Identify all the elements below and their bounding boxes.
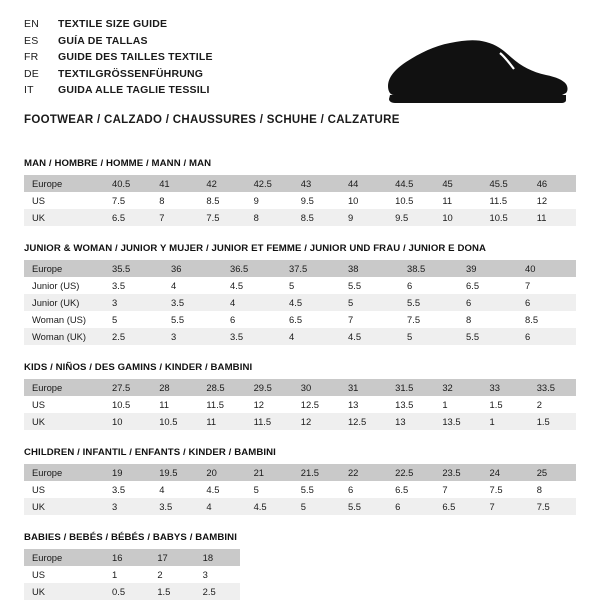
language-row: [24, 49, 213, 66]
size-cell: 10.5: [387, 192, 434, 209]
size-cell: 46: [529, 175, 576, 192]
size-cell: 43: [293, 175, 340, 192]
language-row: [24, 33, 213, 50]
size-cell: 4: [281, 328, 340, 345]
size-cell: 40: [517, 260, 576, 277]
size-cell: 25: [529, 464, 576, 481]
size-cell: 5.5: [340, 498, 387, 515]
size-cell: 23.5: [434, 464, 481, 481]
size-cell: 10.5: [482, 209, 529, 226]
size-table: [24, 260, 576, 345]
table-row: [24, 192, 576, 209]
table-row: [24, 277, 576, 294]
size-cell: 4.5: [222, 277, 281, 294]
size-cell: 7: [482, 498, 529, 515]
size-cell: 7.5: [529, 498, 576, 515]
table-row: [24, 498, 576, 515]
size-cell: 3: [104, 498, 151, 515]
section-title: CHILDREN / INFANTIL / ENFANTS / KINDER / BAMBINI: [24, 447, 276, 458]
size-cell: 5.5: [163, 311, 222, 328]
size-cell: 7: [517, 277, 576, 294]
size-cell: 44.5: [387, 175, 434, 192]
row-label: Europe: [24, 260, 104, 277]
size-cell: 2.5: [195, 583, 240, 600]
size-cell: 6: [222, 311, 281, 328]
size-cell: 10: [104, 413, 151, 430]
size-cell: 38: [340, 260, 399, 277]
language-code: ES: [24, 34, 39, 47]
size-cell: 11.5: [246, 413, 293, 430]
size-cell: 4: [222, 294, 281, 311]
size-cell: 7.5: [482, 481, 529, 498]
table-row: [24, 481, 576, 498]
row-label: Europe: [24, 464, 104, 481]
row-label: US: [24, 566, 104, 583]
size-cell: 9: [246, 192, 293, 209]
size-table: [24, 175, 576, 226]
language-row: [24, 66, 213, 83]
section-title: JUNIOR & WOMAN / JUNIOR Y MUJER / JUNIOR ET FEMME / JUNIOR UND FRAU / JUNIOR E DONA: [24, 243, 487, 254]
language-guide-title: TEXTILE SIZE GUIDE: [58, 18, 168, 30]
size-cell: 1.5: [482, 396, 529, 413]
size-cell: 19: [104, 464, 151, 481]
size-cell: 9.5: [293, 192, 340, 209]
size-cell: 3: [104, 294, 163, 311]
table-row: [24, 549, 240, 566]
size-cell: 6.5: [434, 498, 481, 515]
size-cell: 4: [198, 498, 245, 515]
table-row: [24, 379, 576, 396]
size-cell: 22: [340, 464, 387, 481]
size-cell: 5.5: [458, 328, 517, 345]
size-cell: 11.5: [482, 192, 529, 209]
section-title: MAN / HOMBRE / HOMME / MANN / MAN: [24, 158, 212, 169]
size-cell: 41: [151, 175, 198, 192]
size-cell: 13: [340, 396, 387, 413]
size-cell: 4.5: [246, 498, 293, 515]
size-cell: 5: [246, 481, 293, 498]
table-row: [24, 260, 576, 277]
size-cell: 6: [340, 481, 387, 498]
size-cell: 10.5: [151, 413, 198, 430]
language-guide-title: GUÍA DE TALLAS: [58, 34, 148, 47]
size-cell: 30: [293, 379, 340, 396]
size-cell: 3.5: [222, 328, 281, 345]
row-label: Woman (UK): [24, 328, 104, 345]
table-row: [24, 328, 576, 345]
size-cell: 12: [246, 396, 293, 413]
row-label: Junior (UK): [24, 294, 104, 311]
size-cell: 8: [151, 192, 198, 209]
size-table: [24, 549, 240, 600]
size-cell: 2: [149, 566, 194, 583]
size-cell: 7.5: [399, 311, 458, 328]
size-cell: 42: [198, 175, 245, 192]
size-cell: 45.5: [482, 175, 529, 192]
size-cell: 37.5: [281, 260, 340, 277]
size-cell: 5: [281, 277, 340, 294]
size-cell: 4.5: [198, 481, 245, 498]
size-cell: 8.5: [517, 311, 576, 328]
size-cell: 40.5: [104, 175, 151, 192]
size-cell: 6.5: [104, 209, 151, 226]
size-cell: 5: [399, 328, 458, 345]
section-title: KIDS / NIÑOS / DES GAMINS / KINDER / BAMBINI: [24, 362, 253, 373]
row-label: US: [24, 396, 104, 413]
size-cell: 27.5: [104, 379, 151, 396]
size-cell: 29.5: [246, 379, 293, 396]
size-cell: 7: [151, 209, 198, 226]
size-cell: 4: [163, 277, 222, 294]
size-cell: 1.5: [529, 413, 576, 430]
row-label: US: [24, 192, 104, 209]
language-row: [24, 16, 213, 33]
language-code: FR: [24, 51, 39, 63]
size-cell: 2: [529, 396, 576, 413]
language-code: DE: [24, 67, 39, 80]
row-label: UK: [24, 498, 104, 515]
size-cell: 44: [340, 175, 387, 192]
size-cell: 8.5: [293, 209, 340, 226]
size-cell: 31: [340, 379, 387, 396]
size-cell: 12.5: [340, 413, 387, 430]
language-guide-title: GUIDE DES TAILLES TEXTILE: [58, 51, 213, 63]
size-cell: 45: [434, 175, 481, 192]
row-label: UK: [24, 413, 104, 430]
size-section-junior-woman: [24, 243, 576, 345]
table-row: [24, 311, 576, 328]
size-section-man: [24, 158, 576, 226]
size-cell: 3.5: [163, 294, 222, 311]
language-code: EN: [24, 18, 39, 30]
size-section-children: [24, 447, 576, 515]
language-guide-title: GUIDA ALLE TAGLIE TESSILI: [58, 84, 210, 96]
size-cell: 5.5: [340, 277, 399, 294]
size-cell: 6: [458, 294, 517, 311]
size-cell: 22.5: [387, 464, 434, 481]
size-cell: 10: [434, 209, 481, 226]
size-cell: 36: [163, 260, 222, 277]
size-cell: 4.5: [340, 328, 399, 345]
size-cell: 12: [293, 413, 340, 430]
size-cell: 9.5: [387, 209, 434, 226]
size-cell: 31.5: [387, 379, 434, 396]
size-table: [24, 464, 576, 515]
size-cell: 8: [529, 481, 576, 498]
table-row: [24, 175, 576, 192]
size-cell: 7: [434, 481, 481, 498]
document-header: [24, 16, 576, 108]
size-cell: 13.5: [387, 396, 434, 413]
size-cell: 11: [529, 209, 576, 226]
size-cell: 32: [434, 379, 481, 396]
table-row: [24, 396, 576, 413]
size-section-kids: [24, 362, 576, 430]
size-cell: 6.5: [387, 481, 434, 498]
size-cell: 7.5: [104, 192, 151, 209]
size-cell: 33: [482, 379, 529, 396]
size-cell: 1.5: [149, 583, 194, 600]
size-cell: 28.5: [198, 379, 245, 396]
size-cell: 42.5: [246, 175, 293, 192]
size-cell: 6: [517, 294, 576, 311]
size-cell: 7.5: [198, 209, 245, 226]
dress-shoe-icon: [380, 34, 570, 106]
size-cell: 6.5: [281, 311, 340, 328]
table-row: [24, 464, 576, 481]
row-label: US: [24, 481, 104, 498]
size-cell: 5.5: [399, 294, 458, 311]
table-row: [24, 413, 576, 430]
size-cell: 21: [246, 464, 293, 481]
size-cell: 39: [458, 260, 517, 277]
language-title-list: [24, 16, 213, 99]
size-cell: 11: [151, 396, 198, 413]
size-cell: 6: [387, 498, 434, 515]
size-cell: 7: [340, 311, 399, 328]
size-cell: 24: [482, 464, 529, 481]
size-cell: 3.5: [104, 277, 163, 294]
size-cell: 11: [434, 192, 481, 209]
table-row: [24, 583, 240, 600]
size-cell: 1: [104, 566, 149, 583]
size-cell: 12.5: [293, 396, 340, 413]
size-cell: 11.5: [198, 396, 245, 413]
size-cell: 13: [387, 413, 434, 430]
size-cell: 2.5: [104, 328, 163, 345]
size-cell: 8: [458, 311, 517, 328]
category-title: FOOTWEAR / CALZADO / CHAUSSURES / SCHUHE / CALZATURE: [24, 114, 400, 126]
row-label: UK: [24, 209, 104, 226]
size-cell: 8.5: [198, 192, 245, 209]
table-row: [24, 566, 240, 583]
size-cell: 35.5: [104, 260, 163, 277]
size-table: [24, 379, 576, 430]
size-cell: 10.5: [104, 396, 151, 413]
size-cell: 9: [340, 209, 387, 226]
size-cell: 5: [340, 294, 399, 311]
size-cell: 13.5: [434, 413, 481, 430]
size-cell: 8: [246, 209, 293, 226]
size-cell: 4: [151, 481, 198, 498]
language-row: [24, 82, 213, 99]
size-cell: 3.5: [104, 481, 151, 498]
size-cell: 10: [340, 192, 387, 209]
size-cell: 11: [198, 413, 245, 430]
size-cell: 21.5: [293, 464, 340, 481]
size-cell: 5: [293, 498, 340, 515]
size-cell: 3: [195, 566, 240, 583]
size-cell: 28: [151, 379, 198, 396]
size-cell: 16: [104, 549, 149, 566]
size-cell: 0.5: [104, 583, 149, 600]
row-label: Europe: [24, 379, 104, 396]
language-guide-title: TEXTILGRÖSSENFÜHRUNG: [58, 67, 204, 80]
size-cell: 20: [198, 464, 245, 481]
size-cell: 5.5: [293, 481, 340, 498]
row-label: Woman (US): [24, 311, 104, 328]
size-cell: 18: [195, 549, 240, 566]
row-label: Europe: [24, 175, 104, 192]
size-cell: 1: [434, 396, 481, 413]
size-tables-container: [24, 158, 576, 600]
size-cell: 6.5: [458, 277, 517, 294]
table-row: [24, 294, 576, 311]
section-title: BABIES / BEBÉS / BÉBÉS / BABYS / BAMBINI: [24, 532, 237, 543]
size-cell: 4.5: [281, 294, 340, 311]
size-cell: 38.5: [399, 260, 458, 277]
table-row: [24, 209, 576, 226]
size-cell: 12: [529, 192, 576, 209]
size-cell: 36.5: [222, 260, 281, 277]
row-label: Junior (US): [24, 277, 104, 294]
size-cell: 17: [149, 549, 194, 566]
size-section-babies: [24, 532, 576, 600]
row-label: UK: [24, 583, 104, 600]
row-label: Europe: [24, 549, 104, 566]
size-cell: 6: [517, 328, 576, 345]
size-cell: 3: [163, 328, 222, 345]
size-cell: 5: [104, 311, 163, 328]
language-code: IT: [24, 84, 34, 96]
size-cell: 6: [399, 277, 458, 294]
size-cell: 1: [482, 413, 529, 430]
size-cell: 33.5: [529, 379, 576, 396]
size-cell: 19.5: [151, 464, 198, 481]
size-cell: 3.5: [151, 498, 198, 515]
